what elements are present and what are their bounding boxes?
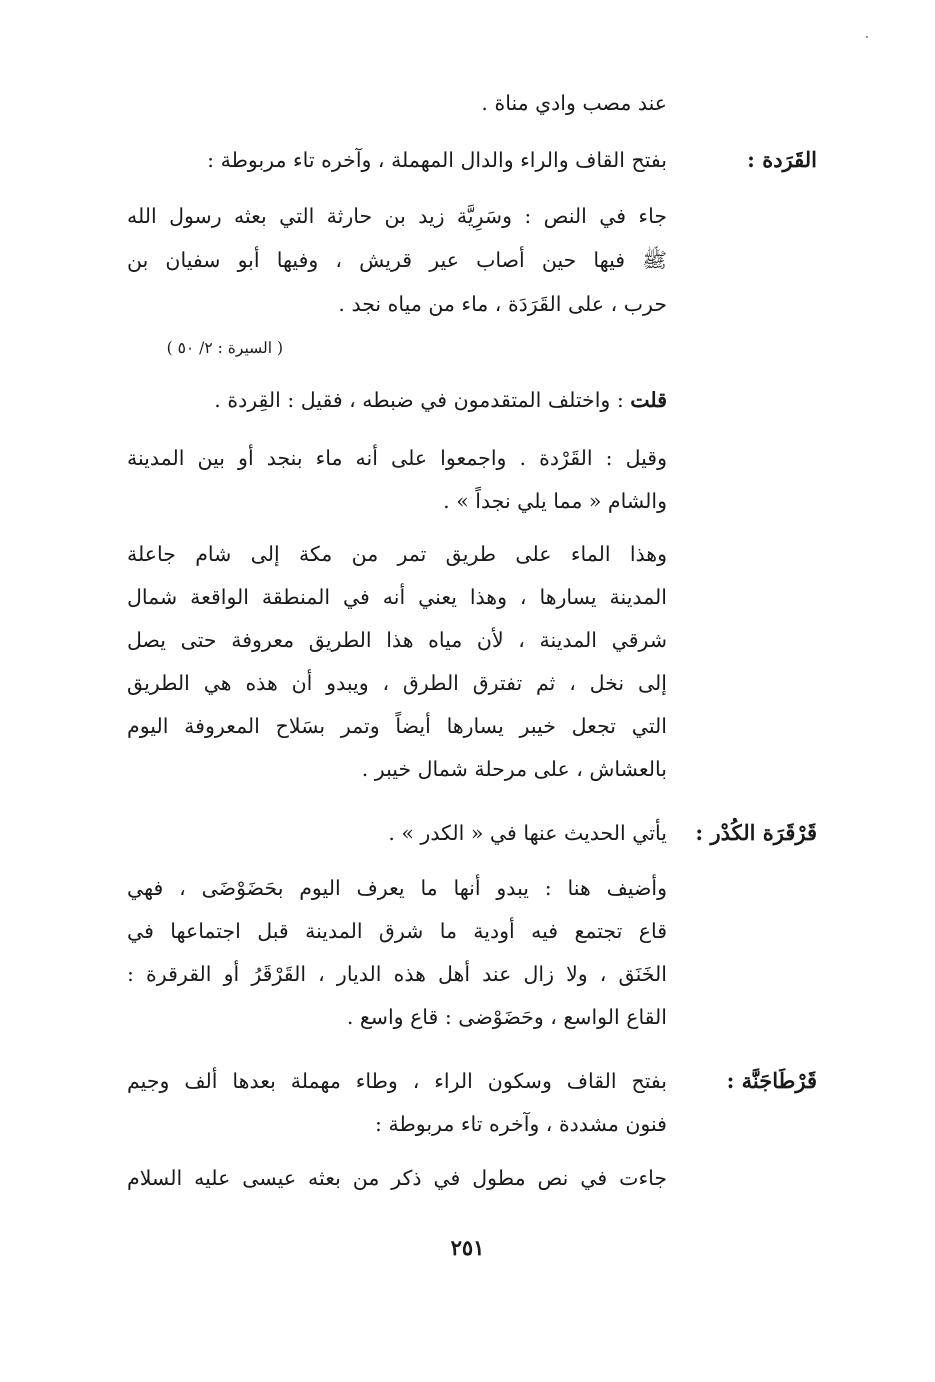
commentary-line: التي تجعل خيبر يسارها أيضاً وتمر بسَلاح المعروفة اليوم bbox=[127, 714, 667, 738]
commentary-line: قاع تجتمع فيه أودية ما شرق المدينة قبل اجتماعها في bbox=[127, 919, 667, 943]
commentary-line: القاع الواسع ، وحَضَوْضى : قاع واسع . bbox=[346, 1005, 667, 1029]
entry-definition-line: فنون مشددة ، وآخره تاء مربوطة : bbox=[375, 1112, 667, 1136]
intro-line: عند مصب وادي مناة . bbox=[481, 91, 667, 115]
commentary-line: وأضيف هنا : يبدو أنها ما يعرف اليوم بحَضَوْضَى ، فهي bbox=[127, 876, 667, 900]
commentary-line: الخَنَق ، ولا زال عند أهل هذه الديار ، القَرْقَرُ أو القرقرة : bbox=[127, 962, 667, 986]
note-line bbox=[214, 385, 667, 415]
entry-term-qarada: القَرَدة : bbox=[747, 147, 817, 172]
entry-definition-line: بفتح القاف وسكون الراء ، وطاء مهملة بعدها ألف وجيم bbox=[127, 1069, 667, 1093]
margin-mark bbox=[866, 36, 868, 38]
commentary-line: إلى نخل ، ثم تفترق الطرق ، ويبدو أن هذه هي الطريق bbox=[127, 671, 667, 695]
commentary-line: بالعشاش ، على مرحلة شمال خيبر . bbox=[361, 757, 667, 781]
commentary-line: وهذا الماء على طريق تمر من مكة إلى شام جاعلة bbox=[127, 542, 667, 566]
quote-line: ﷺ فيها حين أصاب عير قريش ، وفيها أبو سفيان بن bbox=[127, 248, 667, 272]
entry-term-qartajanna: قَرْطَاجَنَّة : bbox=[726, 1068, 817, 1093]
page-number: ٢٥١ bbox=[450, 1235, 485, 1260]
note2-line: وقيل : القَرْدة . واجمعوا على أنه ماء بنجد أو بين المدينة bbox=[127, 446, 667, 470]
citation: ( السيرة : ٢/ ٥٠ ) bbox=[166, 339, 283, 357]
quote-line: حرب ، على القَرَدَة ، ماء من مياه نجد . bbox=[338, 292, 667, 316]
note-text: : واختلف المتقدمون في ضبطه ، فقيل : القِردة . bbox=[214, 388, 624, 412]
entry-definition-line: بفتح القاف والراء والدال المهملة ، وآخره تاء مربوطة : bbox=[207, 148, 667, 172]
entry-term-qarqarat-alkudr: قَرْقَرَة الكُدْر : bbox=[695, 820, 817, 845]
note-lead-word: قلت bbox=[630, 388, 667, 412]
quote-line: جاءت في نص مطول في ذكر من بعثه عيسى عليه السلام bbox=[127, 1166, 667, 1190]
quote-line: جاء في النص : وسَرِيَّة زيد بن حارثة التي بعثه رسول الله bbox=[127, 204, 667, 228]
note2-line: والشام « مما يلي نجداً » . bbox=[443, 489, 667, 513]
commentary-line: شرقي المدينة ، لأن مياه هذا الطريق معروفة حتى يصل bbox=[127, 628, 667, 652]
commentary-line: المدينة يسارها ، وهذا يعني أنه في المنطقة الواقعة شمال bbox=[127, 585, 667, 609]
entry-definition-line: يأتي الحديث عنها في « الكدر » . bbox=[388, 821, 667, 845]
